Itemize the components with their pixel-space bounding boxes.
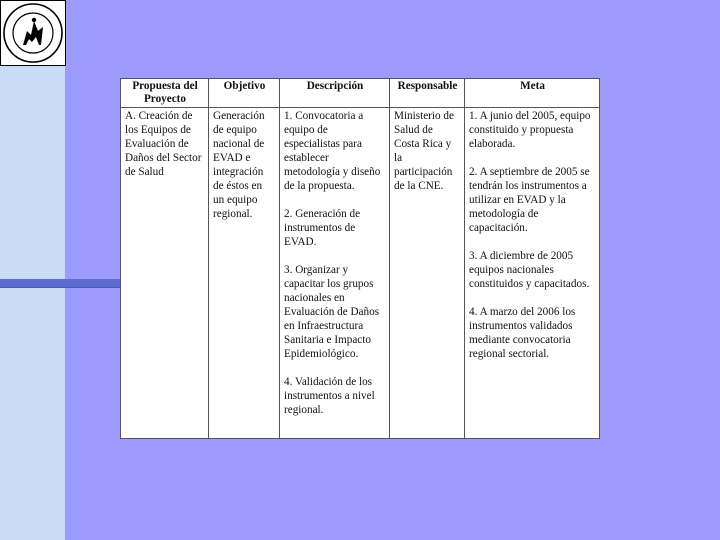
descripcion-item: 4. Validación de los instrumentos a nivel regional. <box>284 376 375 416</box>
cell-responsable: Ministerio de Salud de Costa Rica y la participación de la CNE. <box>390 108 465 439</box>
meta-item: 3. A diciembre de 2005 equipos nacionales constituidos y capacitados. <box>469 250 590 290</box>
table-header-row <box>121 79 600 108</box>
cell-objetivo: Generación de equipo nacional de EVAD e integración de éstos en un equipo regional. <box>209 108 280 439</box>
meta-item: 4. A marzo del 2006 los instrumentos validados mediante convocatoria regional sectorial. <box>469 306 576 360</box>
meta-item: 2. A septiembre de 2005 se tendrán los instrumentos a utilizar en EVAD y la metodología de capacitación. <box>469 166 590 234</box>
header-descripcion: Descripción <box>280 79 390 108</box>
table-row <box>121 108 600 439</box>
descripcion-item: 2. Generación de instrumentos de EVAD. <box>284 208 361 248</box>
project-grid <box>120 78 600 439</box>
cell-meta <box>465 108 600 439</box>
cell-descripcion <box>280 108 390 439</box>
logo-seal-icon <box>1 1 65 65</box>
institution-logo <box>0 0 66 66</box>
header-responsable: Responsable <box>390 79 465 108</box>
header-propuesta: Propuesta del Proyecto <box>121 79 209 108</box>
header-objetivo: Objetivo <box>209 79 280 108</box>
left-decorative-band <box>0 0 65 540</box>
descripcion-item: 3. Organizar y capacitar los grupos nacionales en Evaluación de Daños en Infraestructura Sanitaria e Impacto Epidemiológico. <box>284 264 380 360</box>
project-table <box>120 78 599 439</box>
cell-propuesta: A. Creación de los Equipos de Evaluación de Daños del Sector de Salud <box>121 108 209 439</box>
header-meta: Meta <box>465 79 600 108</box>
meta-item: 1. A junio del 2005, equipo constituido y propuesta elaborada. <box>469 110 591 150</box>
descripcion-item: 1. Convocatoria a equipo de especialistas para establecer metodología y diseño de la propuesta. <box>284 110 381 192</box>
